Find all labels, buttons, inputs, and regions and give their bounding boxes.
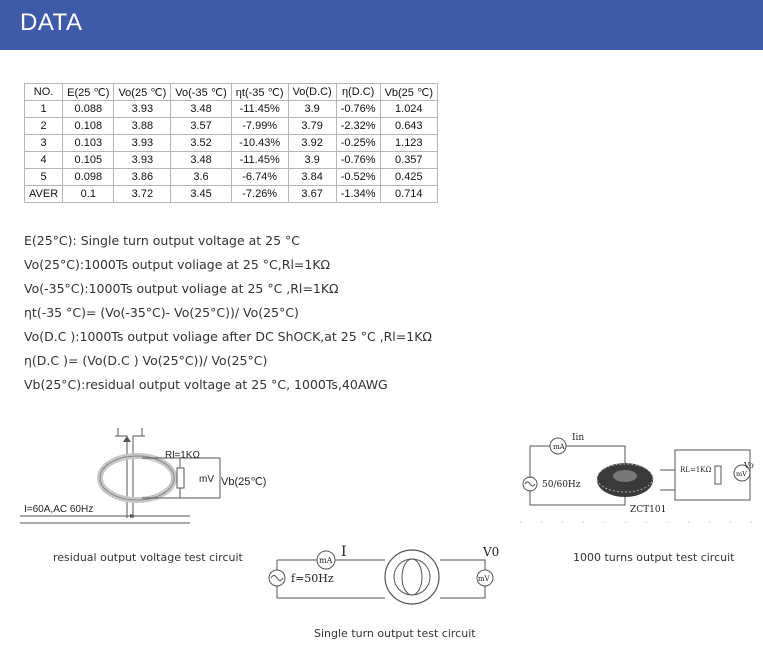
wire <box>115 436 127 518</box>
vo-label: Vo <box>744 461 754 470</box>
mv-label: mV <box>736 470 747 478</box>
table-cell: 0.357 <box>380 152 437 169</box>
toroid-winding <box>597 463 653 497</box>
table-cell: 3.72 <box>114 186 171 203</box>
table-cell: 1.123 <box>380 135 437 152</box>
table-row <box>25 152 438 169</box>
part-label: ZCT101 <box>630 505 667 515</box>
column-header-e25: E(25 ℃) <box>63 84 114 101</box>
table-cell: -11.45% <box>231 101 288 118</box>
rl-label: Rl=1KΩ <box>165 450 200 461</box>
table-cell: -0.25% <box>336 135 380 152</box>
column-header-eta-dc: η(D.C) <box>336 84 380 101</box>
column-header-no: NO. <box>25 84 63 101</box>
iin-label: Iin <box>572 433 585 443</box>
table-cell: 0.643 <box>380 118 437 135</box>
frequency-label: f=50Hz <box>291 572 334 585</box>
table-cell: -0.52% <box>336 169 380 186</box>
residual-circuit-diagram <box>20 428 280 533</box>
column-header-vo-dc: Vo(D.C) <box>288 84 336 101</box>
table-row <box>25 118 438 135</box>
table-cell: 0.108 <box>63 118 114 135</box>
rl-label: RL=1KΩ <box>680 466 712 474</box>
mv-label: mV <box>199 474 214 485</box>
table-cell: -10.43% <box>231 135 288 152</box>
wire <box>133 436 145 518</box>
table-row-average <box>25 186 438 203</box>
table-cell: 1 <box>25 101 63 118</box>
definition-vo25: Vo(25°C):1000Ts output voliage at 25 °C,Rl=1KΩ <box>24 257 331 272</box>
primary-conductor <box>20 516 190 523</box>
resistor-symbol <box>177 468 184 488</box>
data-table <box>24 83 438 203</box>
table-cell: -1.34% <box>336 186 380 203</box>
table-cell: 3.93 <box>114 135 171 152</box>
wave-icon <box>271 576 283 581</box>
definitions-list <box>24 229 432 397</box>
column-header-vo-35: Vo(-35 ℃) <box>171 84 231 101</box>
table-cell: 3.57 <box>171 118 231 135</box>
definition-eta-t: ηt(-35 °C)= (Vo(-35°C)- Vo(25°C))/ Vo(25°C) <box>24 305 299 320</box>
page-header <box>0 0 763 50</box>
mv-label: mV <box>478 575 490 583</box>
table-cell: -6.74% <box>231 169 288 186</box>
table-cell: 3.84 <box>288 169 336 186</box>
column-header-vo25: Vo(25 ℃) <box>114 84 171 101</box>
ma-label: mA <box>319 556 333 565</box>
table-cell: 3.79 <box>288 118 336 135</box>
table-header-row <box>25 84 438 101</box>
table-row <box>25 135 438 152</box>
source-label: I=60A,AC 60Hz <box>24 504 94 515</box>
table-cell: -0.76% <box>336 152 380 169</box>
table-cell: 3.52 <box>171 135 231 152</box>
table-cell: 3.9 <box>288 152 336 169</box>
toroid-outline <box>100 456 174 500</box>
table-cell: 0.425 <box>380 169 437 186</box>
table-cell: 0.103 <box>63 135 114 152</box>
table-cell: -7.26% <box>231 186 288 203</box>
arrow-icon <box>123 436 131 442</box>
i-label: I <box>341 544 347 560</box>
definition-e25: E(25°C): Single turn output voltage at 25 °C <box>24 233 301 248</box>
table-cell: 0.105 <box>63 152 114 169</box>
table-cell: 2 <box>25 118 63 135</box>
table-cell: 3.86 <box>114 169 171 186</box>
page-title: DATA <box>20 9 83 36</box>
table-cell: 0.098 <box>63 169 114 186</box>
table-cell: 0.714 <box>380 186 437 203</box>
table-cell: 3 <box>25 135 63 152</box>
resistor-symbol <box>715 466 721 484</box>
table-cell: 3.93 <box>114 152 171 169</box>
table-cell: AVER <box>25 186 63 203</box>
table-row <box>25 101 438 118</box>
ma-label: mA <box>553 443 565 451</box>
definition-vo-dc: Vo(D.C ):1000Ts output voliage after DC ShOCK,at 25 °C ,Rl=1KΩ <box>24 329 432 344</box>
wire <box>118 428 142 436</box>
table-cell: 5 <box>25 169 63 186</box>
column-header-eta-t: ηt(-35 ℃) <box>231 84 288 101</box>
table-cell: 1.024 <box>380 101 437 118</box>
table-cell: 0.088 <box>63 101 114 118</box>
table-cell: 3.67 <box>288 186 336 203</box>
wave-icon <box>525 482 535 486</box>
table-row <box>25 169 438 186</box>
column-header-vb25: Vb(25 ℃) <box>380 84 437 101</box>
definition-vo-35: Vo(-35°C):1000Ts output voliage at 25 °C ,Rl=1KΩ <box>24 281 339 296</box>
table-cell: 3.6 <box>171 169 231 186</box>
table-cell: 3.92 <box>288 135 336 152</box>
thousand-turns-circuit-diagram <box>520 430 760 525</box>
table-cell: 3.9 <box>288 101 336 118</box>
table-cell: 3.88 <box>114 118 171 135</box>
vo-label: V0 <box>483 545 500 559</box>
table-cell: -7.99% <box>231 118 288 135</box>
toroid-conductor <box>402 559 422 595</box>
residual-circuit-caption: residual output voltage test circuit <box>53 551 243 564</box>
table-cell: -2.32% <box>336 118 380 135</box>
table-cell: 0.1 <box>63 186 114 203</box>
single-turn-circuit-caption: Single turn output test circuit <box>314 627 476 640</box>
single-turn-circuit-diagram <box>265 540 510 615</box>
frequency-label: 50/60Hz <box>542 480 581 490</box>
output-leads <box>660 470 675 490</box>
toroid-outer <box>385 550 439 604</box>
vb-label: Vb(25℃) <box>221 476 267 488</box>
table-cell: 4 <box>25 152 63 169</box>
toroid-inner <box>394 559 430 595</box>
thousand-turns-circuit-caption: 1000 turns output test circuit <box>573 551 735 564</box>
table-cell: 3.45 <box>171 186 231 203</box>
table-cell: -11.45% <box>231 152 288 169</box>
table-cell: -0.76% <box>336 101 380 118</box>
definition-vb25: Vb(25°C):residual output voltage at 25 °C, 1000Ts,40AWG <box>24 377 388 392</box>
definition-eta-dc: η(D.C )= (Vo(D.C ) Vo(25°C))/ Vo(25°C) <box>24 353 268 368</box>
table-cell: 3.93 <box>114 101 171 118</box>
table-cell: 3.48 <box>171 101 231 118</box>
table-cell: 3.48 <box>171 152 231 169</box>
wire <box>277 560 485 570</box>
